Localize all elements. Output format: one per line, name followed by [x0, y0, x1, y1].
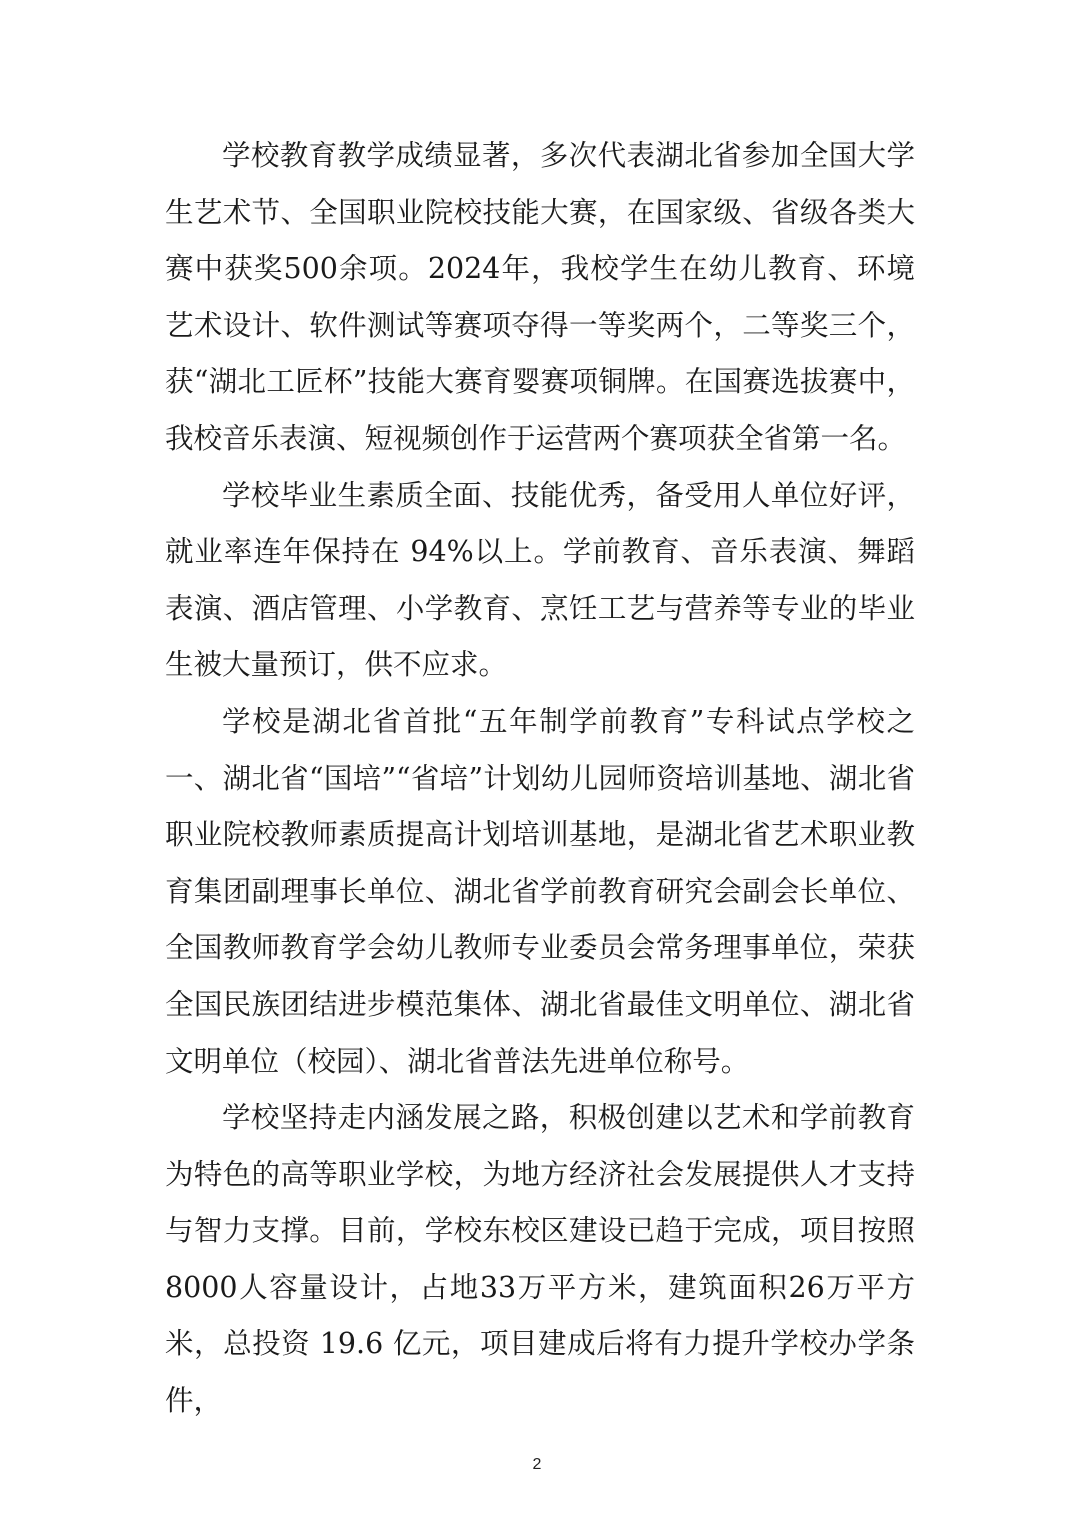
paragraph-honors: 学校是湖北省首批“五年制学前教育”专科试点学校之一、湖北省“国培”“省培”计划幼儿园师资培训基地、湖北省职业院校教师素质提高计划培训基地，是湖北省艺术职业教育集团副理事长单位、湖北省学前教育研究会副会长单位、全国教师教育学会幼儿教师专业委员会常务理事单位，荣获全国民族团结进步模范集体、湖北省最佳文明单位、湖北省文明单位（校园）、湖北省普法先进单位称号。: [165, 704, 915, 1078]
paragraph-development: 学校坚持走内涵发展之路，积极创建以艺术和学前教育为特色的高等职业学校，为地方经济社会发展提供人才支持与智力支撑。目前，学校东校区建设已趋于完成，项目按照8000人容量设计，占地33万平方米，建筑面积26万平方米，总投资 19.6 亿元，项目建成后将有力提升学校办学条件，: [165, 1101, 915, 1418]
document-body: [165, 128, 915, 1430]
page-number: 2: [532, 1456, 542, 1473]
paragraph-graduates: 学校毕业生素质全面、技能优秀，备受用人单位好评，就业率连年保持在 94%以上。学前教育、音乐表演、舞蹈表演、酒店管理、小学教育、烹饪工艺与营养等专业的毕业生被大量预订，供不应求。: [165, 478, 915, 682]
paragraph-achievements: 学校教育教学成绩显著，多次代表湖北省参加全国大学生艺术节、全国职业院校技能大赛，在国家级、省级各类大赛中获奖500余项。2024年，我校学生在幼儿教育、环境艺术设计、软件测试等赛项夺得一等奖两个，二等奖三个，获“湖北工匠杯”技能大赛育婴赛项铜牌。在国赛选拔赛中，我校音乐表演、短视频创作于运营两个赛项获全省第一名。: [165, 139, 915, 455]
